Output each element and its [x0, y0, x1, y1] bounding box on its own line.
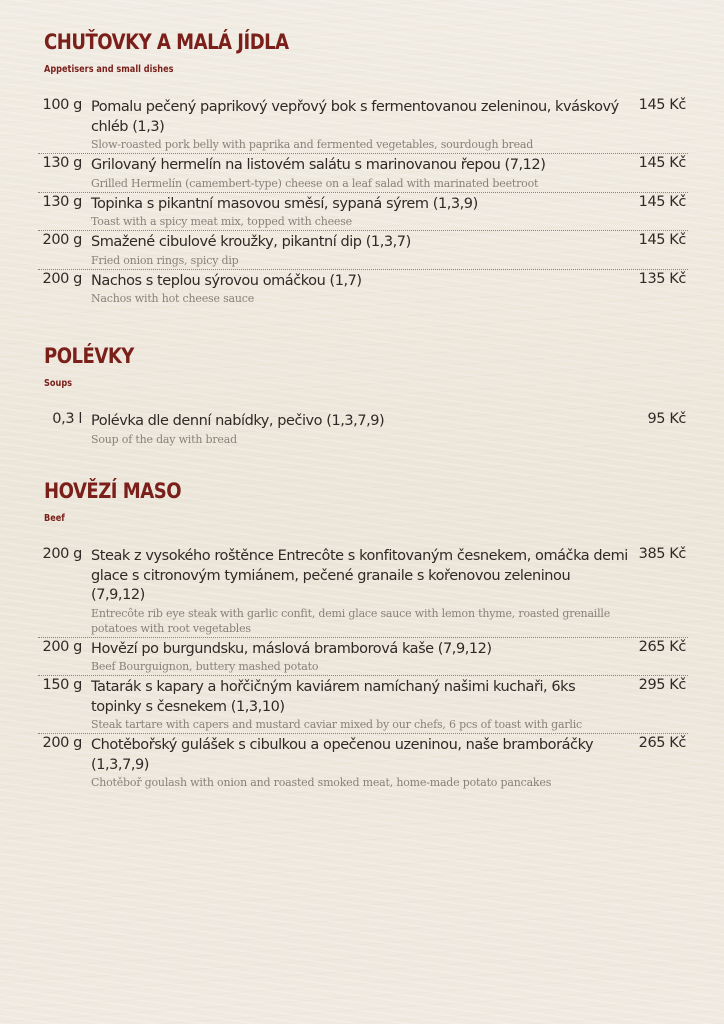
- menu-item: [38, 410, 688, 448]
- menu-item: [38, 154, 688, 193]
- item-name: Hovězí po burgundsku, máslová bramborová kaše (7,9,12): [91, 640, 492, 657]
- item-description: Entrecôte rib eye steak with garlic confit, demi glace sauce with lemon thyme, roasted grenaille potatoes with root vegetables: [91, 606, 611, 635]
- menu-item: [38, 231, 688, 270]
- menu-item: [38, 676, 688, 734]
- item-list: [38, 545, 688, 791]
- item-price: 145 Kč: [638, 97, 686, 113]
- menu-item: [38, 545, 688, 638]
- item-price: 265 Kč: [638, 638, 686, 655]
- item-quantity: 130 g: [42, 193, 82, 210]
- item-price: 145 Kč: [638, 155, 686, 171]
- item-price: 295 Kč: [638, 677, 686, 693]
- item-quantity: 200 g: [42, 232, 82, 248]
- item-quantity: 200 g: [42, 638, 82, 655]
- item-price: 145 Kč: [638, 232, 686, 248]
- item-name: Grilovaný hermelín na listovém salátu s marinovanou řepou (7,12): [91, 157, 546, 173]
- item-price: 145 Kč: [638, 193, 686, 210]
- item-description: Beef Bourguignon, buttery mashed potato: [91, 660, 319, 673]
- item-price: 135 Kč: [638, 270, 686, 287]
- item-price: 95 Kč: [647, 411, 686, 427]
- item-description: Slow-roasted pork belly with paprika and fermented vegetables, sourdough bread: [91, 138, 534, 151]
- item-name: Pomalu pečený paprikový vepřový bok s fermentovanou zeleninou, kváskový chléb (1,3): [91, 99, 619, 135]
- item-description: Toast with a spicy meat mix, topped with cheese: [91, 215, 352, 228]
- item-quantity: 200 g: [42, 270, 82, 287]
- section-title: HOVĚZÍ MASO: [44, 479, 182, 503]
- item-description: Grilled Hermelín (camembert-type) cheese on a leaf salad with marinated beetroot: [91, 176, 539, 190]
- menu-item: [38, 270, 688, 308]
- menu-item: [38, 193, 688, 232]
- item-description: Fried onion rings, spicy dip: [91, 253, 239, 267]
- item-name: Tatarák s kapary a hořčičným kaviárem namíchaný našimi kuchaři, 6ks topinky s česnekem (1,3,10): [91, 679, 576, 715]
- item-quantity: 200 g: [42, 546, 82, 562]
- item-name: Smažené cibulové kroužky, pikantní dip (1,3,7): [91, 234, 411, 250]
- section-title: POLÉVKY: [44, 344, 134, 368]
- item-description: Steak tartare with capers and mustard caviar mixed by our chefs, 6 pcs of toast with garlic: [91, 718, 583, 731]
- item-price: 385 Kč: [638, 546, 686, 562]
- item-name: Nachos s teplou sýrovou omáčkou (1,7): [91, 272, 362, 289]
- item-list: [38, 96, 688, 307]
- item-description: Chotěboř goulash with onion and roasted smoked meat, home-made potato pancakes: [91, 776, 552, 789]
- item-name: Steak z vysokého roštěnce Entrecôte s konfitovaným česnekem, omáčka demi glace s citronovým tymiánem, pečené granaile s kořenovou zeleninou (7,9,12): [91, 548, 628, 603]
- section-subtitle: Soups: [44, 378, 73, 389]
- item-quantity: 130 g: [42, 155, 82, 171]
- item-quantity: 200 g: [42, 735, 82, 751]
- section-title: CHUŤOVKY A MALÁ JÍDLA: [44, 30, 289, 54]
- item-description: Soup of the day with bread: [91, 432, 237, 446]
- item-quantity: 100 g: [42, 97, 82, 113]
- item-description: Nachos with hot cheese sauce: [91, 292, 255, 305]
- menu-item: [38, 96, 688, 154]
- item-quantity: 0,3 l: [52, 411, 82, 427]
- item-price: 265 Kč: [638, 735, 686, 751]
- section-subtitle: Appetisers and small dishes: [44, 64, 174, 75]
- menu-item: [38, 638, 688, 677]
- menu-item: [38, 734, 688, 791]
- item-quantity: 150 g: [42, 677, 82, 693]
- item-name: Topinka s pikantní masovou směsí, sypaná sýrem (1,3,9): [91, 195, 478, 212]
- item-name: Polévka dle denní nabídky, pečivo (1,3,7,9): [91, 413, 385, 429]
- item-name: Chotěbořský gulášek s cibulkou a opečenou uzeninou, naše bramboráčky (1,3,7,9): [91, 737, 594, 773]
- section-subtitle: Beef: [44, 513, 65, 524]
- item-list: [38, 410, 688, 448]
